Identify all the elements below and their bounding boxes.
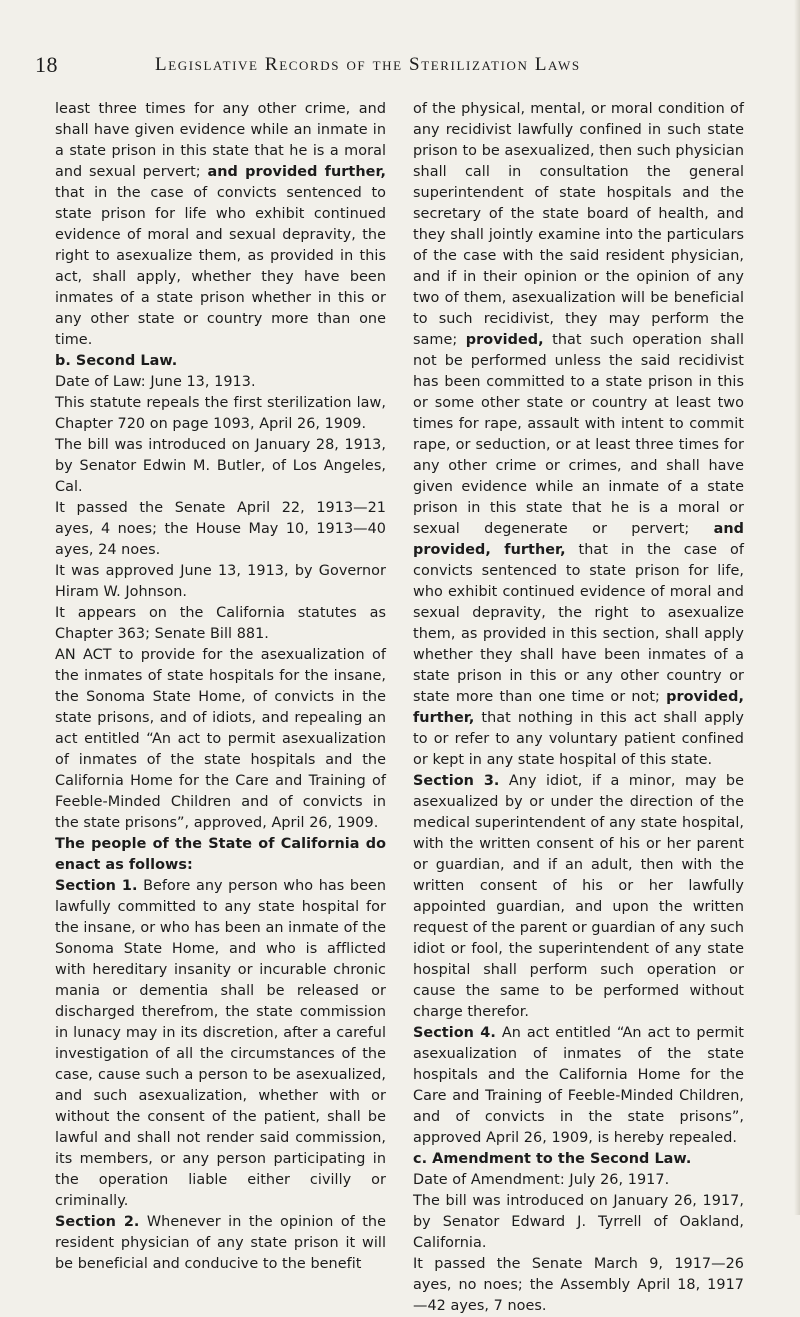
section-2: Section 2. Whenever in the opinion of the resident physician of any state prison it will be beneficial and conducive to the benefit	[55, 1214, 387, 1272]
section-heading-second-law: b. Second Law.	[55, 353, 178, 369]
page-header	[35, 52, 735, 82]
date-of-amendment: Date of Amendment: July 26, 1917.	[413, 1172, 670, 1188]
act-title: AN ACT to provide for the asexualization of the inmates of state hospitals for the insane, the Sonoma State Home, of convicts in the state prisons, and of idiots, and repealing an act entitled “An act to permit asexualization of inmates of the state hospitals and the California Home for the Care and Training of Feeble-Minded Children and of convicts in the state prisons”, approved, April 26, 1909.	[55, 647, 386, 831]
left-column	[55, 99, 386, 1275]
paragraph: It passed the Senate March 9, 1917—26 ayes, no noes; the Assembly April 18, 1917 —42 ayes, 7 noes.	[413, 1256, 744, 1314]
paragraph: It passed the Senate April 22, 1913—21 ayes, 4 noes; the House May 10, 1913—40 ayes, 24 noes.	[55, 500, 386, 558]
paragraph: It was approved June 13, 1913, by Governor Hiram W. Johnson.	[55, 563, 386, 600]
section-1: Section 1. Before any person who has been lawfully committed to any state hospital for the insane, or who has been an inmate of the Sonoma State Home, and who is afflicted with hereditary insanity or incurable chronic mania or dementia shall be released or discharged therefrom, the state commission in lunacy may in its discretion, after a careful investigation of all the circumstances of the case, cause such a person to be asexualized, and such asexualization, whether with or without the consent of the patient, shall be lawful and shall not render said commission, its members, or any person participating in the operation liable either civilly or criminally.	[55, 878, 386, 1209]
right-column	[413, 99, 744, 1317]
section-4: Section 4. An act entitled “An act to permit asexualization of inmates of the state hospitals and the California Home for the Care and Training of Feeble-Minded Children, and of convicts in the state prisons”, approved April 26, 1909, is hereby repealed.	[413, 1025, 745, 1146]
enacting-clause: The people of the State of California do enact as follows:	[55, 836, 386, 873]
date-of-law: Date of Law: June 13, 1913.	[55, 374, 256, 390]
section-3: Section 3. Any idiot, if a minor, may be asexualized by or under the direction of the medical superintendent of any state hospital, with the written consent of his or her parent or guardian, and if an adult, then with the written consent of his or her lawfully appointed guardian, and upon the written request of the parent or guardian of any such idiot or fool, the superintendent of any state hospital shall perform such operation or cause the same to be performed without charge therefor.	[413, 773, 745, 1020]
paragraph: of the physical, mental, or moral condition of any recidivist lawfully confined in such state prison to be asexualized, then such physician shall call in consultation the general superintendent of state hospitals and the secretary of the state board of health, and they shall jointly examine into the particulars of the case with the said resident physician, and if in their opinion or the opinion of any two of them, asexualization will be beneficial to such recidivist, they may perform the same; provided, that such operation shall not be performed unless the said recidivist has been committed to a state prison in this or some other state or country at least two times for rape, assault with intent to commit rape, or seduction, or at least three times for any other crime or crimes, and shall have given evidence while an inmate of a state prison in this state that he is a moral or sexual degenerate or pervert; and provided, further, that in the case of convicts sentenced to state prison for life, who exhibit continued evidence of moral and sexual depravity, the right to asexualize them, as provided in this section, shall apply whether they shall have been inmates of a state prison in this or any other country or state more than one time or not; provided, further, that nothing in this act shall apply to or refer to any voluntary patient confined or kept in any state hospital of this state.	[413, 101, 745, 768]
paragraph: It appears on the California statutes as Chapter 363; Senate Bill 881.	[55, 605, 386, 642]
paragraph: The bill was introduced on January 26, 1917, by Senator Edward J. Tyrrell of Oakland, California.	[413, 1193, 744, 1251]
running-title: Legislative Records of the Sterilization Laws	[155, 54, 581, 75]
paragraph: least three times for any other crime, and shall have given evidence while an inmate in a state prison in this state that he is a moral and sexual pervert; and provided further, that in the case of convicts sentenced to state prison for life who exhibit continued evidence of moral and sexual depravity, the right to asexualize them, as provided in this act, shall apply, whether they have been inmates of a state prison whether in this or any other state or country more than one time.	[55, 101, 386, 348]
page-number: 18	[35, 52, 58, 77]
page-edge-shadow	[794, 0, 800, 1215]
paragraph: This statute repeals the first sterilization law, Chapter 720 on page 1093, April 26, 1909.	[55, 395, 386, 432]
paragraph: The bill was introduced on January 28, 1913, by Senator Edwin M. Butler, of Los Angeles, Cal.	[55, 437, 386, 495]
section-heading-amendment: c. Amendment to the Second Law.	[413, 1151, 692, 1167]
